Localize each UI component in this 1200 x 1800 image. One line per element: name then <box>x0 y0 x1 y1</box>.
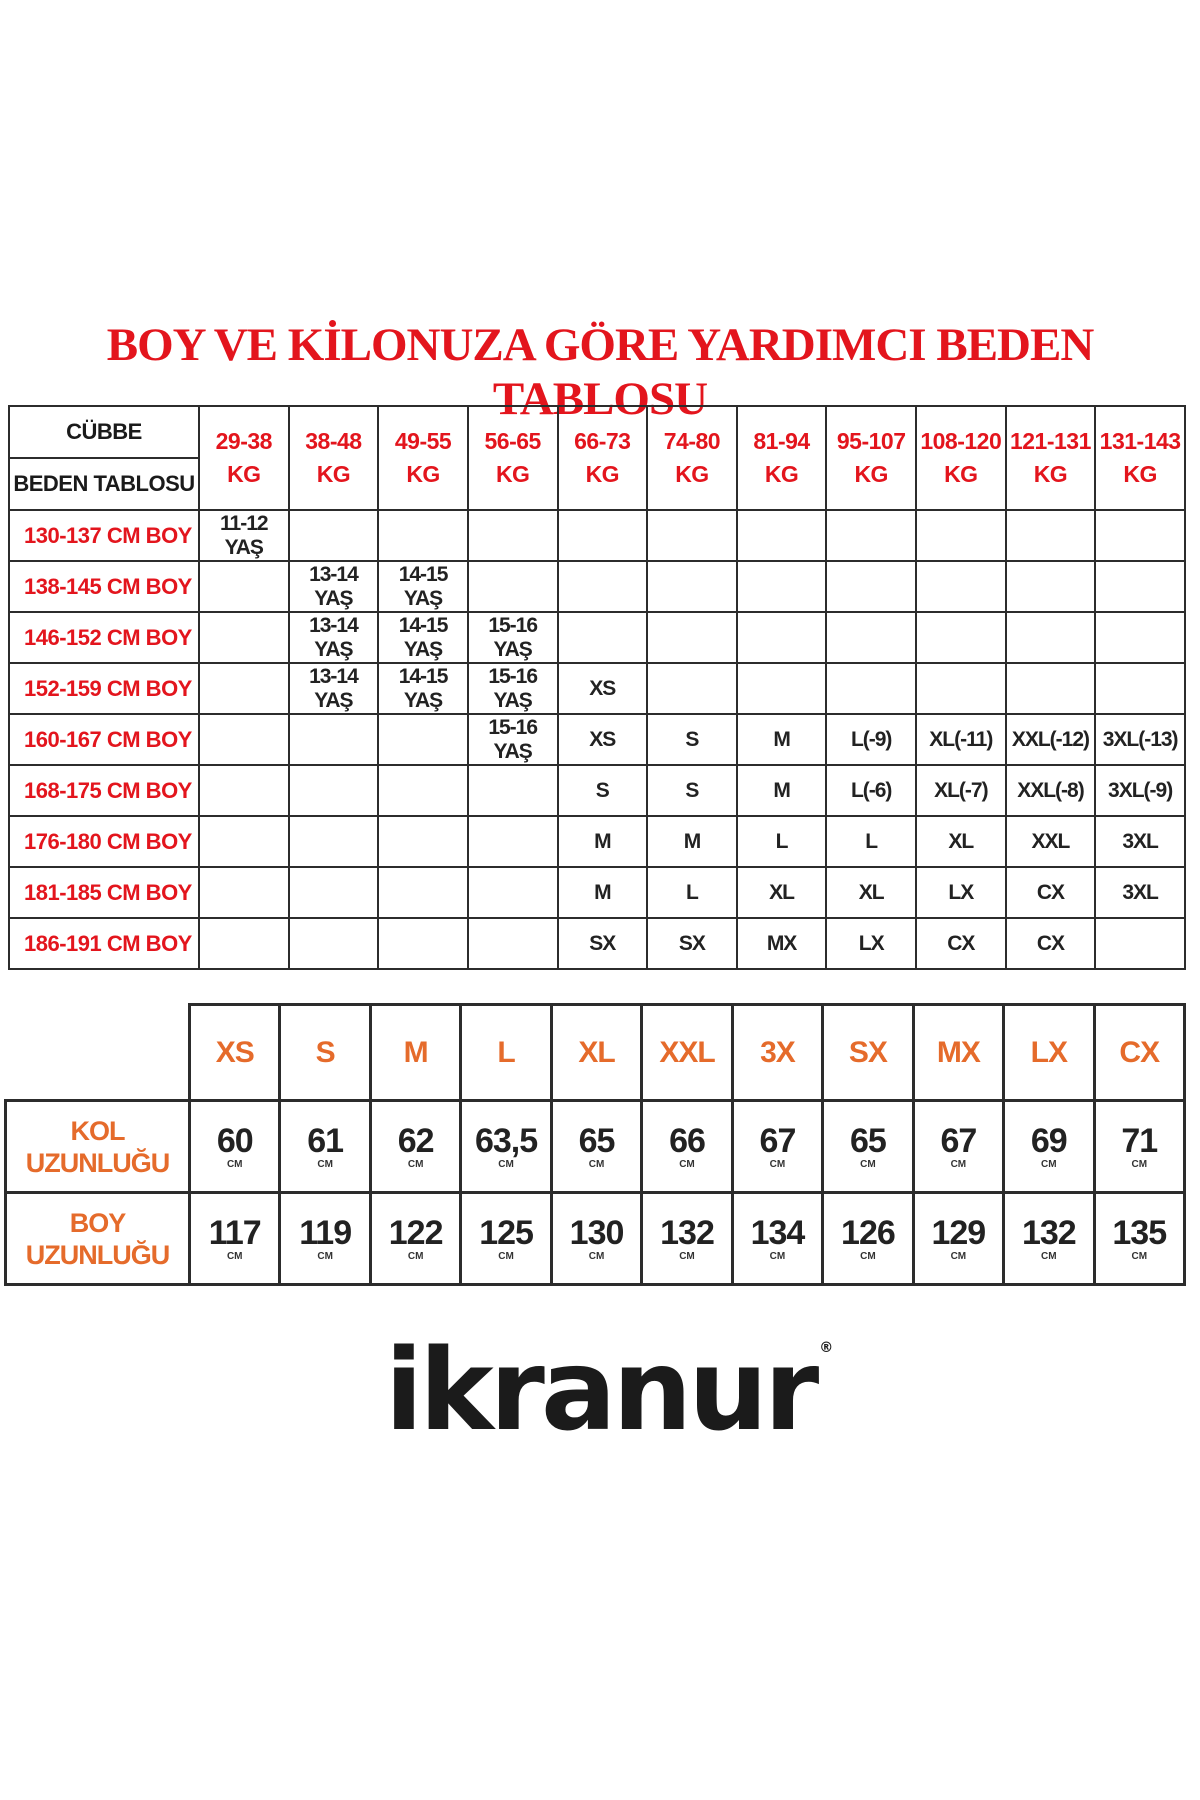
size-cell <box>378 816 468 867</box>
size-cell <box>468 765 558 816</box>
measurement-value: 61 <box>307 1121 344 1160</box>
size-cell <box>647 612 737 663</box>
registered-mark: ® <box>819 1340 834 1356</box>
weight-unit: KG <box>764 461 799 487</box>
measurement-value: 65 <box>849 1121 886 1160</box>
brand-name: ikranur <box>384 1326 816 1456</box>
size-cell: XS <box>558 663 648 714</box>
size-cell <box>378 714 468 765</box>
size-cell: 15-16 YAŞ <box>468 612 558 663</box>
measurement-corner-cell <box>6 1005 190 1101</box>
size-cell: XS <box>558 714 648 765</box>
measurement-value: 125 <box>479 1213 533 1252</box>
size-header-cell: 3X <box>732 1005 822 1101</box>
size-cell <box>1095 510 1185 561</box>
weight-header-cell <box>289 406 379 510</box>
size-cell <box>468 867 558 918</box>
weight-header-cell <box>1006 406 1096 510</box>
height-range-cell: 152-159 CM BOY <box>9 663 199 714</box>
measurement-value-cell <box>280 1101 370 1193</box>
size-cell <box>558 612 648 663</box>
size-cell <box>737 612 827 663</box>
measurement-label-line: BOY <box>69 1207 126 1238</box>
size-cell <box>737 510 827 561</box>
measurement-label-cell <box>6 1193 190 1285</box>
size-cell <box>916 510 1006 561</box>
measurement-label-cell <box>6 1101 190 1193</box>
height-range-cell: 181-185 CM BOY <box>9 867 199 918</box>
measurement-value-cell <box>823 1101 913 1193</box>
size-cell <box>199 612 289 663</box>
measurement-unit: CM <box>226 1250 243 1262</box>
corner-label-top: CÜBBE <box>66 419 142 444</box>
size-cell: L <box>737 816 827 867</box>
size-cell <box>289 510 379 561</box>
size-cell: 13-14 YAŞ <box>289 612 379 663</box>
measurement-value: 126 <box>841 1213 895 1252</box>
size-cell <box>737 663 827 714</box>
size-cell <box>468 816 558 867</box>
weight-range: 29-38 <box>215 428 272 454</box>
size-cell: L(-6) <box>826 765 916 816</box>
measurement-value-cell <box>732 1101 822 1193</box>
size-cell: XL <box>737 867 827 918</box>
size-cell <box>1095 561 1185 612</box>
measurement-value-cell <box>551 1101 641 1193</box>
size-cell: XL(-7) <box>916 765 1006 816</box>
size-cell: 3XL(-13) <box>1095 714 1185 765</box>
size-cell: LX <box>916 867 1006 918</box>
measurement-value: 135 <box>1112 1213 1167 1252</box>
size-header-cell: M <box>370 1005 460 1101</box>
size-cell: SX <box>558 918 648 969</box>
size-cell <box>916 561 1006 612</box>
weight-unit: KG <box>1033 461 1068 487</box>
size-cell <box>826 663 916 714</box>
weight-header-cell <box>737 406 827 510</box>
weight-header-cell <box>916 406 1006 510</box>
weight-range: 66-73 <box>574 428 631 454</box>
measurement-unit: CM <box>769 1250 786 1262</box>
size-cell: XXL(-12) <box>1006 714 1096 765</box>
measurement-unit: CM <box>226 1158 243 1170</box>
measurement-unit: CM <box>498 1250 514 1262</box>
measurement-unit: CM <box>950 1250 967 1262</box>
measurement-value: 67 <box>940 1121 977 1160</box>
weight-unit: KG <box>227 461 261 487</box>
size-cell: CX <box>1006 918 1096 969</box>
measurement-value-cell <box>370 1101 460 1193</box>
measurement-unit: CM <box>588 1158 605 1170</box>
size-cell: 13-14 YAŞ <box>289 663 379 714</box>
size-cell: XXL <box>1006 816 1096 867</box>
height-range-cell: 146-152 CM BOY <box>9 612 199 663</box>
measurement-label-line: UZUNLUĞU <box>25 1239 170 1270</box>
measurement-value-cell <box>732 1193 822 1285</box>
weight-header-cell <box>647 406 737 510</box>
measurement-value-cell <box>1004 1101 1094 1193</box>
measurement-label-line: UZUNLUĞU <box>25 1147 170 1178</box>
size-row <box>9 714 1185 765</box>
size-cell: M <box>558 867 648 918</box>
size-row <box>9 816 1185 867</box>
size-row <box>9 867 1185 918</box>
measurement-row <box>6 1193 1185 1285</box>
size-cell: 14-15 YAŞ <box>378 663 468 714</box>
size-cell <box>1095 663 1185 714</box>
size-row <box>9 765 1185 816</box>
size-cell <box>826 612 916 663</box>
size-header-cell: S <box>280 1005 370 1101</box>
weight-range: 38-48 <box>305 428 362 454</box>
size-cell: S <box>647 765 737 816</box>
measurement-value-cell <box>190 1101 280 1193</box>
size-header-cell: XS <box>190 1005 280 1101</box>
weight-range: 108-120 <box>920 428 1002 454</box>
weight-range: 121-131 <box>1009 428 1091 454</box>
brand-logo <box>384 1326 834 1456</box>
measurement-value: 69 <box>1030 1121 1067 1160</box>
size-header-cell: XL <box>551 1005 641 1101</box>
size-cell <box>1006 663 1096 714</box>
size-cell: MX <box>737 918 827 969</box>
height-range-cell: 168-175 CM BOY <box>9 765 199 816</box>
weight-header-cell <box>199 406 289 510</box>
measurement-unit: CM <box>407 1250 424 1262</box>
size-cell <box>1095 612 1185 663</box>
measurement-unit: CM <box>1131 1158 1148 1170</box>
measurement-unit: CM <box>860 1158 876 1170</box>
size-cell <box>199 867 289 918</box>
size-cell <box>826 561 916 612</box>
size-header-cell: CX <box>1094 1005 1184 1101</box>
size-cell: XL <box>826 867 916 918</box>
measurement-value: 60 <box>216 1121 253 1160</box>
size-cell <box>378 765 468 816</box>
measurement-value-cell <box>642 1193 732 1285</box>
weight-range: 56-65 <box>484 428 541 454</box>
weight-range: 81-94 <box>753 428 810 454</box>
measurement-value-cell <box>823 1193 913 1285</box>
size-cell <box>647 510 737 561</box>
size-cell <box>289 918 379 969</box>
size-cell: SX <box>647 918 737 969</box>
measurement-unit: CM <box>860 1250 876 1262</box>
measurement-value: 117 <box>208 1213 261 1252</box>
measurement-value-cell <box>551 1193 641 1285</box>
size-row <box>9 612 1185 663</box>
measurement-value-cell <box>642 1101 732 1193</box>
size-cell <box>378 867 468 918</box>
size-cell: 11-12 YAŞ <box>199 510 289 561</box>
height-range-cell: 176-180 CM BOY <box>9 816 199 867</box>
size-cell: L <box>647 867 737 918</box>
size-cell <box>378 918 468 969</box>
measurement-value: 129 <box>931 1213 986 1252</box>
size-cell <box>558 510 648 561</box>
height-range-cell: 186-191 CM BOY <box>9 918 199 969</box>
size-cell: 15-16 YAŞ <box>468 714 558 765</box>
size-cell <box>199 918 289 969</box>
size-cell <box>199 561 289 612</box>
size-cell: 15-16 YAŞ <box>468 663 558 714</box>
size-cell: M <box>647 816 737 867</box>
corner-label-bottom: BEDEN TABLOSU <box>10 457 198 509</box>
size-row <box>9 663 1185 714</box>
size-cell <box>737 561 827 612</box>
size-cell: 14-15 YAŞ <box>378 612 468 663</box>
measurement-unit: CM <box>679 1250 695 1262</box>
measurement-value: 119 <box>299 1213 352 1252</box>
measurement-unit: CM <box>1041 1250 1057 1262</box>
weight-unit: KG <box>316 461 351 487</box>
size-chart-header-row <box>9 406 1185 510</box>
size-cell <box>289 714 379 765</box>
size-cell <box>199 663 289 714</box>
size-cell: 3XL <box>1095 816 1185 867</box>
size-cell <box>826 510 916 561</box>
measurement-value-cell <box>461 1101 551 1193</box>
size-cell <box>199 816 289 867</box>
measurement-value-cell <box>1004 1193 1094 1285</box>
measurement-value: 130 <box>569 1213 624 1252</box>
weight-unit: KG <box>585 461 620 487</box>
measurement-value: 65 <box>578 1121 615 1160</box>
size-cell <box>1006 510 1096 561</box>
measurement-unit: CM <box>588 1250 605 1262</box>
size-cell: 3XL <box>1095 867 1185 918</box>
measurement-value: 63,5 <box>474 1121 538 1160</box>
weight-header-cell <box>378 406 468 510</box>
size-cell <box>289 765 379 816</box>
size-cell: S <box>647 714 737 765</box>
weight-range: 95-107 <box>836 428 906 454</box>
size-cell <box>1095 918 1185 969</box>
measurement-row <box>6 1101 1185 1193</box>
measurement-value-cell <box>280 1193 370 1285</box>
weight-header-cell <box>468 406 558 510</box>
size-cell <box>647 663 737 714</box>
weight-unit: KG <box>944 461 978 487</box>
measurement-unit: CM <box>1041 1158 1057 1170</box>
size-row <box>9 510 1185 561</box>
weight-range: 74-80 <box>663 428 721 454</box>
weight-unit: KG <box>854 461 888 487</box>
weight-unit: KG <box>675 461 709 487</box>
measurement-unit: CM <box>407 1158 424 1170</box>
measurement-value: 71 <box>1121 1121 1158 1160</box>
measurement-value: 134 <box>750 1213 805 1252</box>
height-range-cell: 130-137 CM BOY <box>9 510 199 561</box>
size-cell: XL(-11) <box>916 714 1006 765</box>
measurement-value-cell <box>461 1193 551 1285</box>
size-header-cell: LX <box>1004 1005 1094 1101</box>
size-cell <box>468 561 558 612</box>
measurement-value-cell <box>1094 1193 1184 1285</box>
weight-unit: KG <box>406 461 440 487</box>
size-cell: L <box>826 816 916 867</box>
size-header-cell: MX <box>913 1005 1003 1101</box>
size-cell: CX <box>916 918 1006 969</box>
size-cell <box>468 510 558 561</box>
measurement-value-cell <box>1094 1101 1184 1193</box>
size-cell <box>1006 561 1096 612</box>
size-cell: LX <box>826 918 916 969</box>
size-header-cell: L <box>461 1005 551 1101</box>
measurement-unit: CM <box>317 1250 333 1262</box>
measurement-value: 132 <box>660 1213 714 1252</box>
size-cell: M <box>737 765 827 816</box>
size-cell <box>199 765 289 816</box>
size-cell <box>289 816 379 867</box>
size-cell: XL <box>916 816 1006 867</box>
measurement-unit: CM <box>769 1158 786 1170</box>
brand-logo-area <box>0 1326 1200 1456</box>
measurement-label-line: KOL <box>70 1115 125 1146</box>
size-cell <box>647 561 737 612</box>
size-row <box>9 918 1185 969</box>
size-chart-table <box>8 405 1186 970</box>
height-range-cell: 160-167 CM BOY <box>9 714 199 765</box>
size-cell: 14-15 YAŞ <box>378 561 468 612</box>
weight-range: 131-143 <box>1099 428 1181 454</box>
weight-header-cell <box>826 406 916 510</box>
measurement-header-row <box>6 1005 1185 1101</box>
measurement-value: 122 <box>388 1213 443 1252</box>
measurement-unit: CM <box>317 1158 333 1170</box>
size-cell <box>558 561 648 612</box>
size-cell: 13-14 YAŞ <box>289 561 379 612</box>
measurement-unit: CM <box>498 1158 514 1170</box>
weight-header-cell <box>558 406 648 510</box>
weight-header-cell <box>1095 406 1185 510</box>
size-cell: M <box>737 714 827 765</box>
measurement-table <box>4 1003 1186 1286</box>
size-cell <box>1006 612 1096 663</box>
measurement-value: 67 <box>759 1121 796 1160</box>
measurement-value-cell <box>370 1193 460 1285</box>
size-cell: CX <box>1006 867 1096 918</box>
measurement-unit: CM <box>1131 1250 1148 1262</box>
measurement-value: 132 <box>1021 1213 1076 1252</box>
weight-unit: KG <box>1123 461 1157 487</box>
size-cell <box>199 714 289 765</box>
page-title: BOY VE KİLONUZA GÖRE YARDIMCI BEDEN TABLOSU <box>106 319 1094 425</box>
size-cell: XXL(-8) <box>1006 765 1096 816</box>
size-cell: M <box>558 816 648 867</box>
size-cell <box>289 867 379 918</box>
measurement-unit: CM <box>679 1158 695 1170</box>
measurement-value-cell <box>190 1193 280 1285</box>
height-range-cell: 138-145 CM BOY <box>9 561 199 612</box>
corner-cell <box>9 406 199 510</box>
size-cell <box>468 918 558 969</box>
size-cell: S <box>558 765 648 816</box>
measurement-value-cell <box>913 1193 1003 1285</box>
size-header-cell: XXL <box>642 1005 732 1101</box>
size-cell <box>916 663 1006 714</box>
weight-range: 49-55 <box>394 428 452 454</box>
size-cell: L(-9) <box>826 714 916 765</box>
size-cell <box>916 612 1006 663</box>
size-row <box>9 561 1185 612</box>
size-cell: 3XL(-9) <box>1095 765 1185 816</box>
weight-unit: KG <box>495 461 530 487</box>
measurement-value: 62 <box>397 1121 434 1160</box>
size-cell <box>378 510 468 561</box>
size-header-cell: SX <box>823 1005 913 1101</box>
measurement-unit: CM <box>950 1158 967 1170</box>
measurement-value: 66 <box>669 1121 705 1160</box>
measurement-value-cell <box>913 1101 1003 1193</box>
